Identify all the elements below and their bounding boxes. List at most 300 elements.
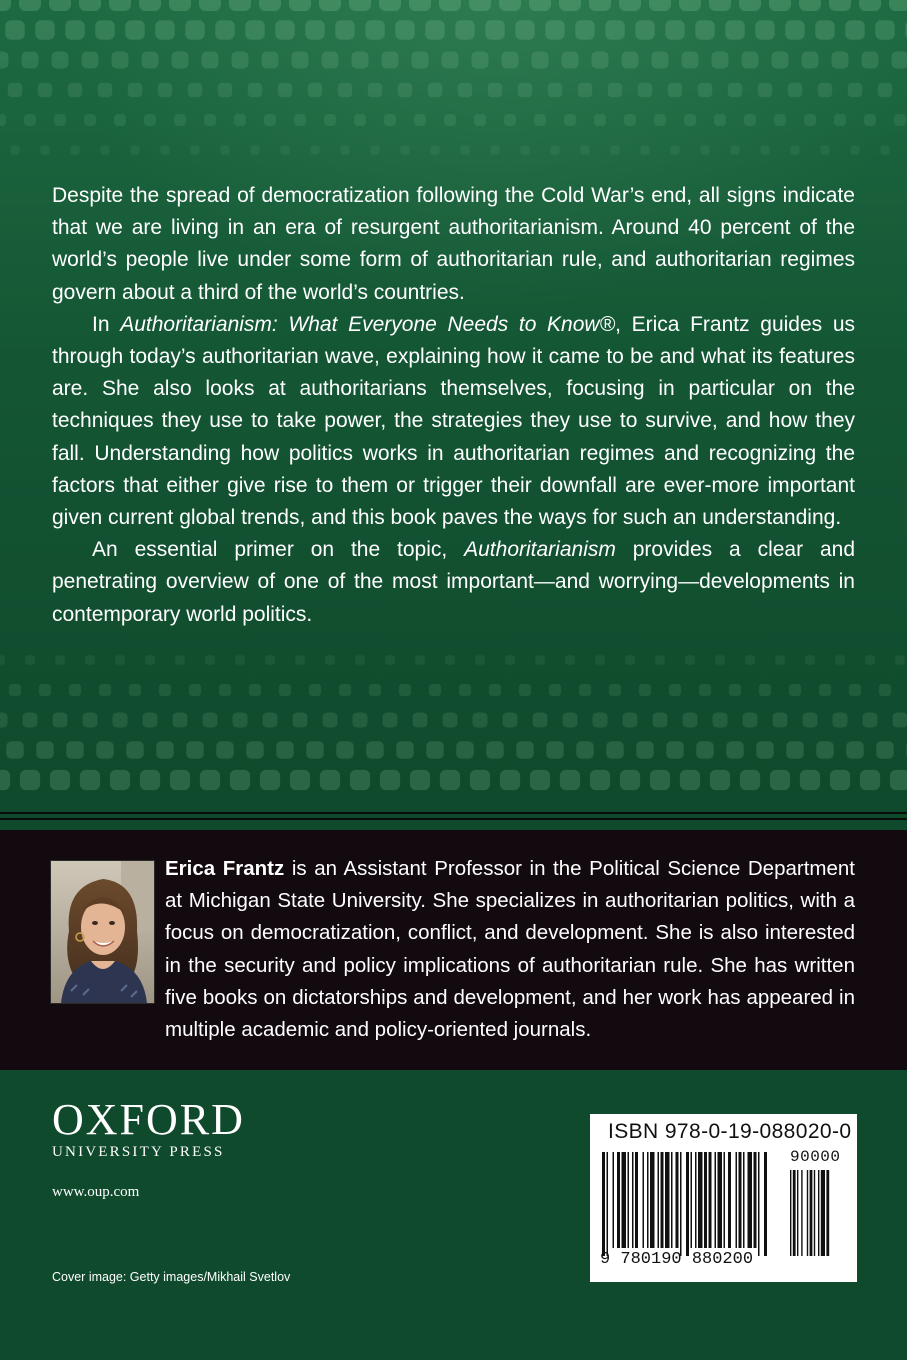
pattern-dot bbox=[592, 52, 609, 69]
pattern-dot bbox=[830, 770, 850, 790]
pattern-dot bbox=[534, 114, 546, 126]
book-description bbox=[52, 180, 855, 631]
pattern-dot bbox=[666, 741, 684, 759]
pattern-dot bbox=[594, 114, 606, 126]
pattern-dot bbox=[340, 145, 349, 154]
pattern-dot bbox=[579, 684, 591, 696]
pattern-dot bbox=[890, 770, 907, 790]
pattern-dot bbox=[79, 0, 101, 11]
pattern-dot bbox=[426, 741, 444, 759]
pattern-dot bbox=[430, 145, 439, 154]
pattern-dot bbox=[186, 741, 204, 759]
pattern-dot bbox=[505, 655, 515, 665]
pattern-dot bbox=[760, 145, 769, 154]
pattern-dot bbox=[335, 20, 354, 39]
pattern-dot bbox=[816, 741, 834, 759]
pattern-dot bbox=[336, 741, 354, 759]
pattern-dot bbox=[159, 684, 171, 696]
pattern-dot bbox=[730, 145, 739, 154]
pattern-dot bbox=[379, 0, 401, 11]
pattern-dot bbox=[655, 655, 665, 665]
pattern-dot bbox=[69, 684, 81, 696]
pattern-dot bbox=[25, 655, 35, 665]
pattern-dot bbox=[410, 770, 430, 790]
price-bar bbox=[793, 1170, 796, 1256]
barcode-bar bbox=[724, 1152, 726, 1248]
pattern-dot bbox=[203, 713, 218, 728]
barcode-bar bbox=[613, 1152, 615, 1248]
pattern-dot bbox=[774, 114, 786, 126]
pattern-dot bbox=[622, 52, 639, 69]
pattern-dot bbox=[535, 655, 545, 665]
pattern-dot bbox=[140, 770, 160, 790]
publisher-url[interactable]: www.oup.com bbox=[52, 1184, 140, 1200]
pattern-dot bbox=[35, 20, 54, 39]
pattern-dot bbox=[519, 684, 531, 696]
pattern-dot bbox=[745, 655, 755, 665]
pattern-dot bbox=[85, 655, 95, 665]
pattern-dot bbox=[834, 114, 846, 126]
publisher-logo: OXFORD bbox=[52, 1095, 245, 1144]
pattern-dot bbox=[155, 20, 174, 39]
pattern-dot bbox=[368, 83, 382, 97]
barcode-bar bbox=[628, 1152, 630, 1248]
divider-line bbox=[0, 818, 907, 820]
pattern-dot bbox=[395, 20, 414, 39]
pattern-dot bbox=[234, 114, 246, 126]
description-paragraph-2: In Authoritarianism: What Everyone Needs to Know®, Erica Frantz guides us through today’s authoritarian wave, explaining how it came to be and what its features are. She also looks at authoritarians themselves, focusing in particular on the techniques they use to take power, the strategies they use to survive, and how they fall. Understanding how politics works in authoritarian regimes and recognizing the factors that either give rise to them or trigger their downfall are ever-more important given current global trends, and this book paves the ways for such an understanding. bbox=[52, 312, 855, 530]
pattern-dot bbox=[700, 145, 709, 154]
pattern-dot bbox=[444, 114, 456, 126]
pattern-dot bbox=[726, 741, 744, 759]
pattern-dot bbox=[595, 655, 605, 665]
pattern-dot bbox=[66, 741, 84, 759]
pattern-dot bbox=[819, 684, 831, 696]
pattern-dot bbox=[652, 52, 669, 69]
pattern-dot bbox=[696, 741, 714, 759]
pattern-dot bbox=[500, 770, 520, 790]
pattern-dot bbox=[172, 52, 189, 69]
pattern-dot bbox=[744, 114, 756, 126]
pattern-dot bbox=[232, 52, 249, 69]
pattern-dot bbox=[474, 114, 486, 126]
pattern-dot bbox=[636, 741, 654, 759]
pattern-dot bbox=[292, 52, 309, 69]
pattern-dot bbox=[190, 145, 199, 154]
book-title-short: Authoritarianism bbox=[464, 538, 616, 562]
barcode-bar bbox=[607, 1152, 609, 1256]
pattern-dot bbox=[833, 713, 848, 728]
author-panel bbox=[0, 830, 907, 1070]
barcode-bar bbox=[754, 1152, 757, 1248]
barcode-bar bbox=[691, 1152, 693, 1248]
pattern-dot bbox=[260, 770, 280, 790]
pattern-dot bbox=[624, 114, 636, 126]
pattern-dot bbox=[635, 20, 654, 39]
pattern-dot bbox=[878, 83, 892, 97]
pattern-dot bbox=[786, 741, 804, 759]
pattern-dot bbox=[398, 83, 412, 97]
pattern-dot bbox=[800, 770, 820, 790]
pattern-dot bbox=[530, 770, 550, 790]
pattern-dot bbox=[775, 655, 785, 665]
barcode-bar bbox=[671, 1152, 673, 1248]
description-paragraph-3: An essential primer on the topic, Authoritarianism provides a clear and penetrating overview of one of the most important—and worrying—developments in contemporary world politics. bbox=[52, 538, 856, 626]
pattern-dot bbox=[772, 52, 789, 69]
barcode-bar bbox=[695, 1152, 697, 1248]
pattern-dot bbox=[894, 114, 906, 126]
pattern-dot bbox=[845, 20, 864, 39]
pattern-dot bbox=[53, 713, 68, 728]
pattern-dot bbox=[353, 713, 368, 728]
pattern-dot bbox=[848, 83, 862, 97]
pattern-dot bbox=[564, 114, 576, 126]
pattern-dot bbox=[620, 770, 640, 790]
book-title: Authoritarianism: What Everyone Needs to Know® bbox=[120, 312, 616, 336]
pattern-dot bbox=[23, 713, 38, 728]
pattern-dot bbox=[24, 114, 36, 126]
pattern-dot bbox=[562, 52, 579, 69]
pattern-dot bbox=[0, 0, 11, 11]
price-bar bbox=[826, 1170, 829, 1256]
pattern-dot bbox=[366, 741, 384, 759]
pattern-dot bbox=[413, 713, 428, 728]
pattern-dot bbox=[789, 684, 801, 696]
pattern-dot bbox=[216, 741, 234, 759]
pattern-dot bbox=[713, 713, 728, 728]
pattern-dot bbox=[84, 114, 96, 126]
pattern-dot bbox=[606, 741, 624, 759]
pattern-dot bbox=[262, 52, 279, 69]
pattern-dot bbox=[246, 741, 264, 759]
pattern-dot bbox=[729, 684, 741, 696]
pattern-dot bbox=[439, 0, 461, 11]
barcode-bar bbox=[661, 1152, 664, 1248]
pattern-dot bbox=[50, 770, 70, 790]
pattern-dot bbox=[665, 20, 684, 39]
pattern-dot bbox=[755, 20, 774, 39]
pattern-dot bbox=[895, 655, 905, 665]
pattern-dot bbox=[549, 684, 561, 696]
pattern-dot bbox=[860, 770, 880, 790]
pattern-dot bbox=[324, 114, 336, 126]
pattern-dot bbox=[443, 713, 458, 728]
description-paragraph-1: Despite the spread of democratization following the Cold War’s end, all signs indicate that we are living in an era of resurgent authoritarianism. Around 40 percent of the world’s people live under some form of authoritarian rule, and authoritarian regimes govern about a third of the world’s countries. bbox=[52, 184, 855, 304]
pattern-dot bbox=[490, 145, 499, 154]
author-photo bbox=[50, 860, 155, 1004]
pattern-dot bbox=[850, 145, 859, 154]
pattern-dot bbox=[384, 114, 396, 126]
pattern-dot bbox=[499, 0, 521, 11]
pattern-dot bbox=[560, 770, 580, 790]
pattern-dot bbox=[158, 83, 172, 97]
pattern-dot bbox=[82, 52, 99, 69]
pattern-dot bbox=[803, 713, 818, 728]
pattern-dot bbox=[290, 770, 310, 790]
pattern-dot bbox=[829, 0, 851, 11]
pattern-dot bbox=[308, 83, 322, 97]
pattern-dot bbox=[758, 83, 772, 97]
pattern-dot bbox=[265, 655, 275, 665]
pattern-dot bbox=[515, 20, 534, 39]
pattern-dot bbox=[429, 684, 441, 696]
pattern-dot bbox=[109, 0, 131, 11]
barcode-digits: 9 780190 880200 bbox=[600, 1250, 754, 1269]
pattern-dot bbox=[472, 52, 489, 69]
pattern-dot bbox=[610, 145, 619, 154]
pattern-dot bbox=[145, 655, 155, 665]
barcode-bar bbox=[680, 1152, 682, 1256]
pattern-dot bbox=[55, 655, 65, 665]
pattern-dot bbox=[202, 52, 219, 69]
pattern-dot bbox=[889, 0, 907, 11]
pattern-dot bbox=[143, 713, 158, 728]
pattern-dot bbox=[276, 741, 294, 759]
pattern-dot bbox=[859, 0, 881, 11]
pattern-dot bbox=[864, 114, 876, 126]
price-code: 90000 bbox=[790, 1148, 841, 1166]
pattern-dot bbox=[259, 0, 281, 11]
pattern-dot bbox=[815, 20, 834, 39]
pattern-dot bbox=[218, 83, 232, 97]
pattern-dot bbox=[576, 741, 594, 759]
pattern-dot bbox=[609, 684, 621, 696]
barcode-bar bbox=[658, 1152, 660, 1248]
pattern-dot bbox=[862, 52, 879, 69]
pattern-dot bbox=[175, 655, 185, 665]
pattern-dot bbox=[455, 20, 474, 39]
pattern-dot bbox=[714, 114, 726, 126]
pattern-dot bbox=[802, 52, 819, 69]
pattern-dot bbox=[532, 52, 549, 69]
pattern-dot bbox=[445, 655, 455, 665]
pattern-dot bbox=[96, 741, 114, 759]
barcode-bar bbox=[643, 1152, 645, 1248]
author-bio: Erica Frantz is an Assistant Professor in the Political Science Department at Michigan State University. She specializes in authoritarian politics, with a focus on democratization, conflict, and development. She is also interested in the security and policy implications of authoritarian rule. She has written five books on dictatorships and development, and her work has appeared in multiple academic and policy-oriented journals. bbox=[165, 857, 855, 1042]
barcode-bar bbox=[704, 1152, 707, 1248]
price-bar bbox=[797, 1170, 798, 1256]
pattern-dot bbox=[682, 52, 699, 69]
pattern-dot bbox=[593, 713, 608, 728]
pattern-dot bbox=[399, 684, 411, 696]
price-bar bbox=[790, 1170, 791, 1256]
pattern-dot bbox=[759, 684, 771, 696]
barcode-bar bbox=[698, 1152, 703, 1248]
pattern-dot bbox=[415, 655, 425, 665]
pattern-dot bbox=[0, 713, 7, 728]
pattern-dot bbox=[95, 20, 114, 39]
pattern-dot bbox=[350, 770, 370, 790]
pattern-dot bbox=[739, 0, 761, 11]
pattern-dot bbox=[790, 145, 799, 154]
pattern-dot bbox=[742, 52, 759, 69]
barcode-bar bbox=[715, 1152, 717, 1248]
pattern-dot bbox=[19, 0, 41, 11]
pattern-dot bbox=[100, 145, 109, 154]
pattern-dot bbox=[712, 52, 729, 69]
pattern-dot bbox=[323, 713, 338, 728]
pattern-dot bbox=[880, 145, 889, 154]
pattern-dot bbox=[769, 0, 791, 11]
pattern-dot bbox=[354, 114, 366, 126]
barcode-bar bbox=[728, 1152, 731, 1248]
pattern-dot bbox=[293, 713, 308, 728]
pattern-dot bbox=[548, 83, 562, 97]
pattern-dot bbox=[485, 20, 504, 39]
pattern-dot bbox=[112, 52, 129, 69]
pattern-dot bbox=[189, 684, 201, 696]
isbn-number: ISBN 978-0-19-088020-0 bbox=[608, 1120, 852, 1143]
barcode-bar bbox=[676, 1152, 679, 1248]
pattern-dot bbox=[139, 0, 161, 11]
pattern-dot bbox=[8, 83, 22, 97]
pattern-dot bbox=[639, 684, 651, 696]
pattern-dot bbox=[578, 83, 592, 97]
pattern-dot bbox=[475, 655, 485, 665]
pattern-dot bbox=[174, 114, 186, 126]
price-bar bbox=[821, 1170, 825, 1256]
pattern-dot bbox=[205, 655, 215, 665]
pattern-dot bbox=[68, 83, 82, 97]
pattern-dot bbox=[369, 684, 381, 696]
barcode-bar bbox=[739, 1152, 742, 1248]
pattern-dot bbox=[670, 145, 679, 154]
pattern-dot bbox=[625, 655, 635, 665]
barcode-bar bbox=[686, 1152, 689, 1256]
pattern-dot bbox=[230, 770, 250, 790]
pattern-dot bbox=[20, 770, 40, 790]
pattern-dot bbox=[98, 83, 112, 97]
pattern-dot bbox=[54, 114, 66, 126]
pattern-dot bbox=[580, 145, 589, 154]
pattern-dot bbox=[820, 145, 829, 154]
pattern-dot bbox=[698, 83, 712, 97]
pattern-dot bbox=[469, 0, 491, 11]
price-bar bbox=[801, 1170, 802, 1256]
pattern-dot bbox=[669, 684, 681, 696]
pattern-dot bbox=[623, 713, 638, 728]
pattern-dot bbox=[383, 713, 398, 728]
pattern-dot bbox=[518, 83, 532, 97]
pattern-dot bbox=[126, 741, 144, 759]
pattern-dot bbox=[875, 20, 894, 39]
pattern-dot bbox=[279, 684, 291, 696]
pattern-dot bbox=[10, 145, 19, 154]
pattern-dot bbox=[200, 770, 220, 790]
pattern-dot bbox=[0, 52, 8, 69]
pattern-dot bbox=[80, 770, 100, 790]
pattern-dot bbox=[156, 741, 174, 759]
barcode-bar bbox=[743, 1152, 745, 1248]
pattern-dot bbox=[489, 684, 501, 696]
pattern-dot bbox=[65, 20, 84, 39]
pattern-dot bbox=[589, 0, 611, 11]
pattern-dot bbox=[99, 684, 111, 696]
pattern-dot bbox=[385, 655, 395, 665]
barcode-bar bbox=[665, 1152, 670, 1248]
pattern-dot bbox=[188, 83, 202, 97]
pattern-dot bbox=[280, 145, 289, 154]
pattern-dot bbox=[310, 145, 319, 154]
pattern-dot bbox=[128, 83, 142, 97]
pattern-dot bbox=[893, 713, 907, 728]
pattern-dot bbox=[6, 741, 24, 759]
pattern-dot bbox=[699, 684, 711, 696]
pattern-dot bbox=[788, 83, 802, 97]
pattern-dot bbox=[249, 684, 261, 696]
pattern-dot bbox=[425, 20, 444, 39]
pattern-dot bbox=[709, 0, 731, 11]
pattern-dot bbox=[320, 770, 340, 790]
pattern-dot bbox=[818, 83, 832, 97]
barcode-bar bbox=[736, 1152, 738, 1248]
pattern-dot bbox=[428, 83, 442, 97]
pattern-dot bbox=[740, 770, 760, 790]
pattern-dot bbox=[456, 741, 474, 759]
barcode-bar bbox=[748, 1152, 753, 1248]
barcode-bar bbox=[635, 1152, 638, 1248]
pattern-dot bbox=[605, 20, 624, 39]
pattern-dot bbox=[113, 713, 128, 728]
pattern-dot bbox=[590, 770, 610, 790]
pattern-dot bbox=[459, 684, 471, 696]
pattern-dot bbox=[0, 114, 6, 126]
pattern-dot bbox=[529, 0, 551, 11]
pattern-dot bbox=[263, 713, 278, 728]
pattern-dot bbox=[125, 20, 144, 39]
pattern-dot bbox=[396, 741, 414, 759]
pattern-dot bbox=[608, 83, 622, 97]
pattern-dot bbox=[804, 114, 816, 126]
pattern-dot bbox=[412, 52, 429, 69]
pattern-dot bbox=[846, 741, 864, 759]
pattern-dot bbox=[473, 713, 488, 728]
pattern-dot bbox=[728, 83, 742, 97]
pattern-dot bbox=[355, 655, 365, 665]
pattern-dot bbox=[110, 770, 130, 790]
pattern-dot bbox=[245, 20, 264, 39]
pattern-dot bbox=[400, 145, 409, 154]
pattern-dot bbox=[685, 655, 695, 665]
barcode-bar bbox=[622, 1152, 627, 1248]
pattern-dot bbox=[264, 114, 276, 126]
barcode-bar bbox=[632, 1152, 634, 1248]
pattern-dot bbox=[250, 145, 259, 154]
barcode-bar bbox=[764, 1152, 767, 1256]
pattern-dot bbox=[170, 770, 190, 790]
pattern-dot bbox=[248, 83, 262, 97]
pattern-dot bbox=[215, 20, 234, 39]
pattern-dot bbox=[40, 145, 49, 154]
pattern-dot bbox=[619, 0, 641, 11]
pattern-dot bbox=[9, 684, 21, 696]
pattern-dot bbox=[545, 20, 564, 39]
pattern-dot bbox=[710, 770, 730, 790]
publisher-panel bbox=[0, 1070, 907, 1360]
pattern-dot bbox=[219, 684, 231, 696]
pattern-dot bbox=[520, 145, 529, 154]
pattern-dot bbox=[654, 114, 666, 126]
pattern-dot bbox=[129, 684, 141, 696]
divider-line bbox=[0, 812, 907, 814]
pattern-dot bbox=[504, 114, 516, 126]
barcode-bar bbox=[650, 1152, 655, 1248]
pattern-dot bbox=[114, 114, 126, 126]
pattern-dot bbox=[278, 83, 292, 97]
pattern-dot bbox=[785, 20, 804, 39]
pattern-dot bbox=[805, 655, 815, 665]
pattern-dot bbox=[309, 684, 321, 696]
